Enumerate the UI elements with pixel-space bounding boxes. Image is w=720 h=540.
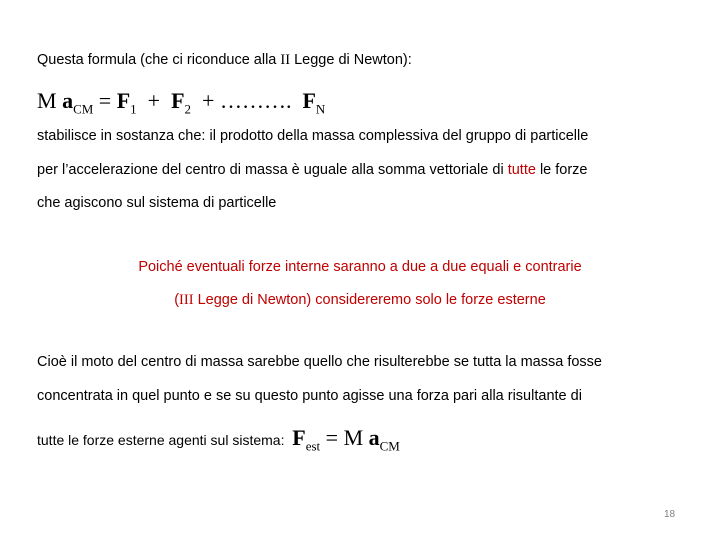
roman-two: II (280, 52, 291, 68)
mass-symbol: M (37, 88, 57, 113)
para2-line3 (37, 425, 400, 454)
para2-line1: Cioè il moto del centro di massa sarebbe quello che risulterebbe se tutta la massa fosse (37, 354, 602, 370)
paren-open: ( (174, 292, 180, 308)
force-2-symbol: F (171, 88, 185, 113)
intro-text-end: Legge di Newton): (290, 52, 412, 68)
force-2-subscript: 2 (184, 101, 192, 117)
external-force-symbol: F (292, 425, 306, 450)
equals-sign-2: = (320, 425, 344, 450)
equals-sign: = (93, 88, 117, 113)
para2-line2: concentrata in quel punto e se su questo punto agisse una forza pari alla risultante di (37, 388, 582, 404)
para1-line3: che agiscono sul sistema di particelle (37, 195, 277, 211)
est-subscript: est (305, 438, 321, 454)
plus-ellipsis: + ………. (191, 88, 303, 113)
formula-external-force (292, 425, 400, 454)
cm-subscript-2: CM (379, 438, 400, 454)
red-note-line2 (0, 292, 720, 309)
plus-sign: + (136, 88, 172, 113)
force-1-subscript: 1 (130, 101, 137, 117)
force-n-subscript: N (315, 101, 326, 117)
acceleration-symbol: a (62, 88, 74, 113)
para2-line3-text: tutte le forze esterne agenti sul sistema: (37, 432, 293, 448)
force-n-symbol: F (302, 88, 316, 113)
red-note-line1: Poiché eventuali forze interne saranno a due a due equali e contrarie (138, 259, 582, 275)
intro-line (37, 52, 412, 69)
force-1-symbol: F (116, 88, 131, 113)
intro-text: Questa formula (che ci riconduce alla (37, 52, 281, 68)
mass-symbol-2: M (343, 425, 369, 450)
roman-three: III (179, 292, 194, 308)
red-note-line2-text: Legge di Newton) considereremo solo le forze esterne (193, 292, 546, 308)
para1-line2-end: le forze (535, 162, 588, 178)
para1-line2 (37, 162, 588, 178)
page-number: 18 (664, 509, 676, 520)
cm-subscript: CM (73, 101, 94, 117)
highlight-tutte: tutte (507, 162, 536, 178)
para1-line2-text: per l’accelerazione del centro di massa è uguale alla somma vettoriale di (37, 162, 508, 178)
acceleration-symbol-2: a (368, 425, 380, 450)
formula-sum-of-forces (37, 88, 325, 117)
para1-line1: stabilisce in sostanza che: il prodotto della massa complessiva del gruppo di particelle (37, 128, 589, 144)
